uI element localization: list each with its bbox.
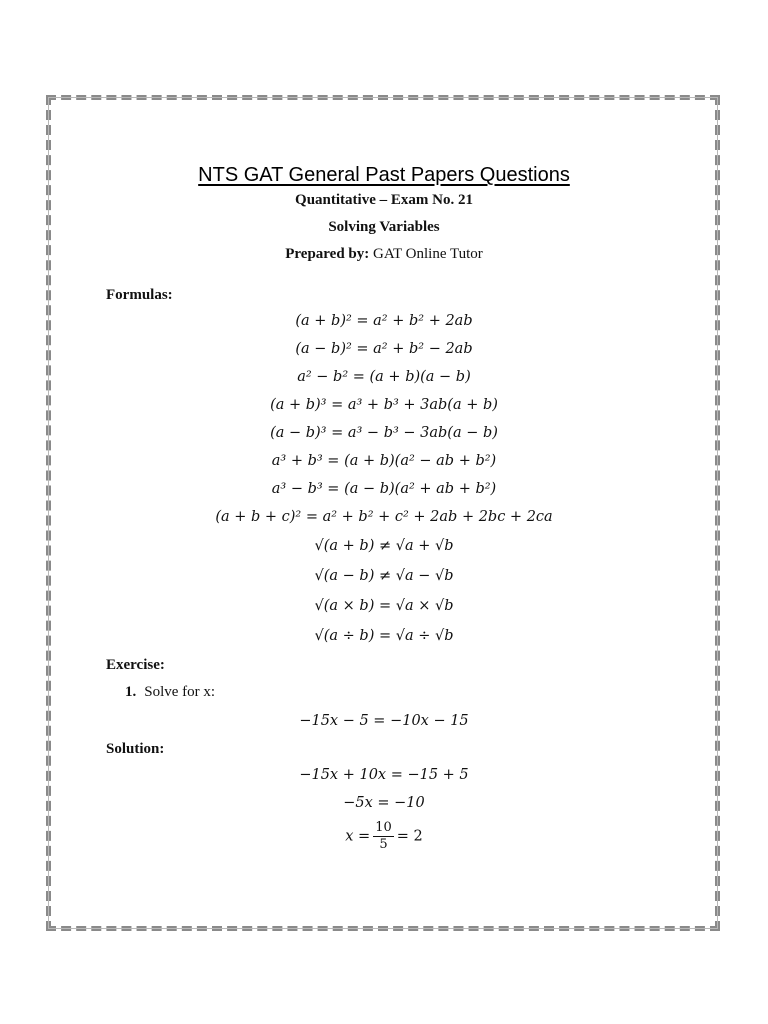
formula-item: (a − b)² = a² + b² − 2ab	[295, 341, 473, 357]
solution-step: −15x + 10x = −15 + 5	[299, 767, 469, 783]
formula-item: √(a ÷ b) = √a ÷ √b	[314, 628, 454, 644]
fraction-denominator: 5	[379, 837, 388, 852]
document-title: NTS GAT General Past Papers Questions	[198, 164, 570, 186]
formula-item: (a + b)³ = a³ + b³ + 3ab(a + b)	[270, 397, 498, 413]
exam-subtitle: Quantitative – Exam No. 21	[295, 192, 473, 208]
formula-item: a³ − b³ = (a − b)(a² + ab + b²)	[271, 481, 497, 497]
fraction-numerator: 10	[375, 820, 392, 835]
exercise-item	[125, 684, 215, 701]
final-rhs: = 2	[396, 828, 423, 845]
formula-item: (a + b)² = a² + b² + 2ab	[295, 313, 473, 329]
formula-item: (a + b + c)² = a² + b² + c² + 2ab + 2bc + 2ca	[215, 509, 553, 525]
prepared-by	[0, 246, 768, 263]
solution-final-step	[0, 820, 768, 853]
final-lhs: x =	[345, 828, 371, 845]
formula-item: √(a × b) = √a × √b	[314, 598, 454, 614]
solution-heading: Solution:	[106, 741, 165, 757]
exercise-equation: −15x − 5 = −10x − 15	[299, 713, 469, 729]
exercise-prompt: Solve for x:	[144, 684, 216, 700]
prepared-by-value: GAT Online Tutor	[369, 246, 483, 262]
topic-heading: Solving Variables	[328, 219, 440, 235]
formulas-heading: Formulas:	[106, 287, 173, 303]
fraction	[373, 820, 394, 853]
formula-item: √(a − b) ≠ √a − √b	[314, 568, 454, 584]
solution-step: −5x = −10	[343, 795, 425, 811]
exercise-number: 1.	[125, 684, 137, 700]
exercise-heading: Exercise:	[106, 657, 165, 673]
formula-item: (a − b)³ = a³ − b³ − 3ab(a − b)	[270, 425, 498, 441]
formula-item: a³ + b³ = (a + b)(a² − ab + b²)	[271, 453, 497, 469]
prepared-by-label: Prepared by:	[285, 246, 370, 262]
formula-item: √(a + b) ≠ √a + √b	[314, 538, 454, 554]
formula-item: a² − b² = (a + b)(a − b)	[297, 369, 471, 385]
